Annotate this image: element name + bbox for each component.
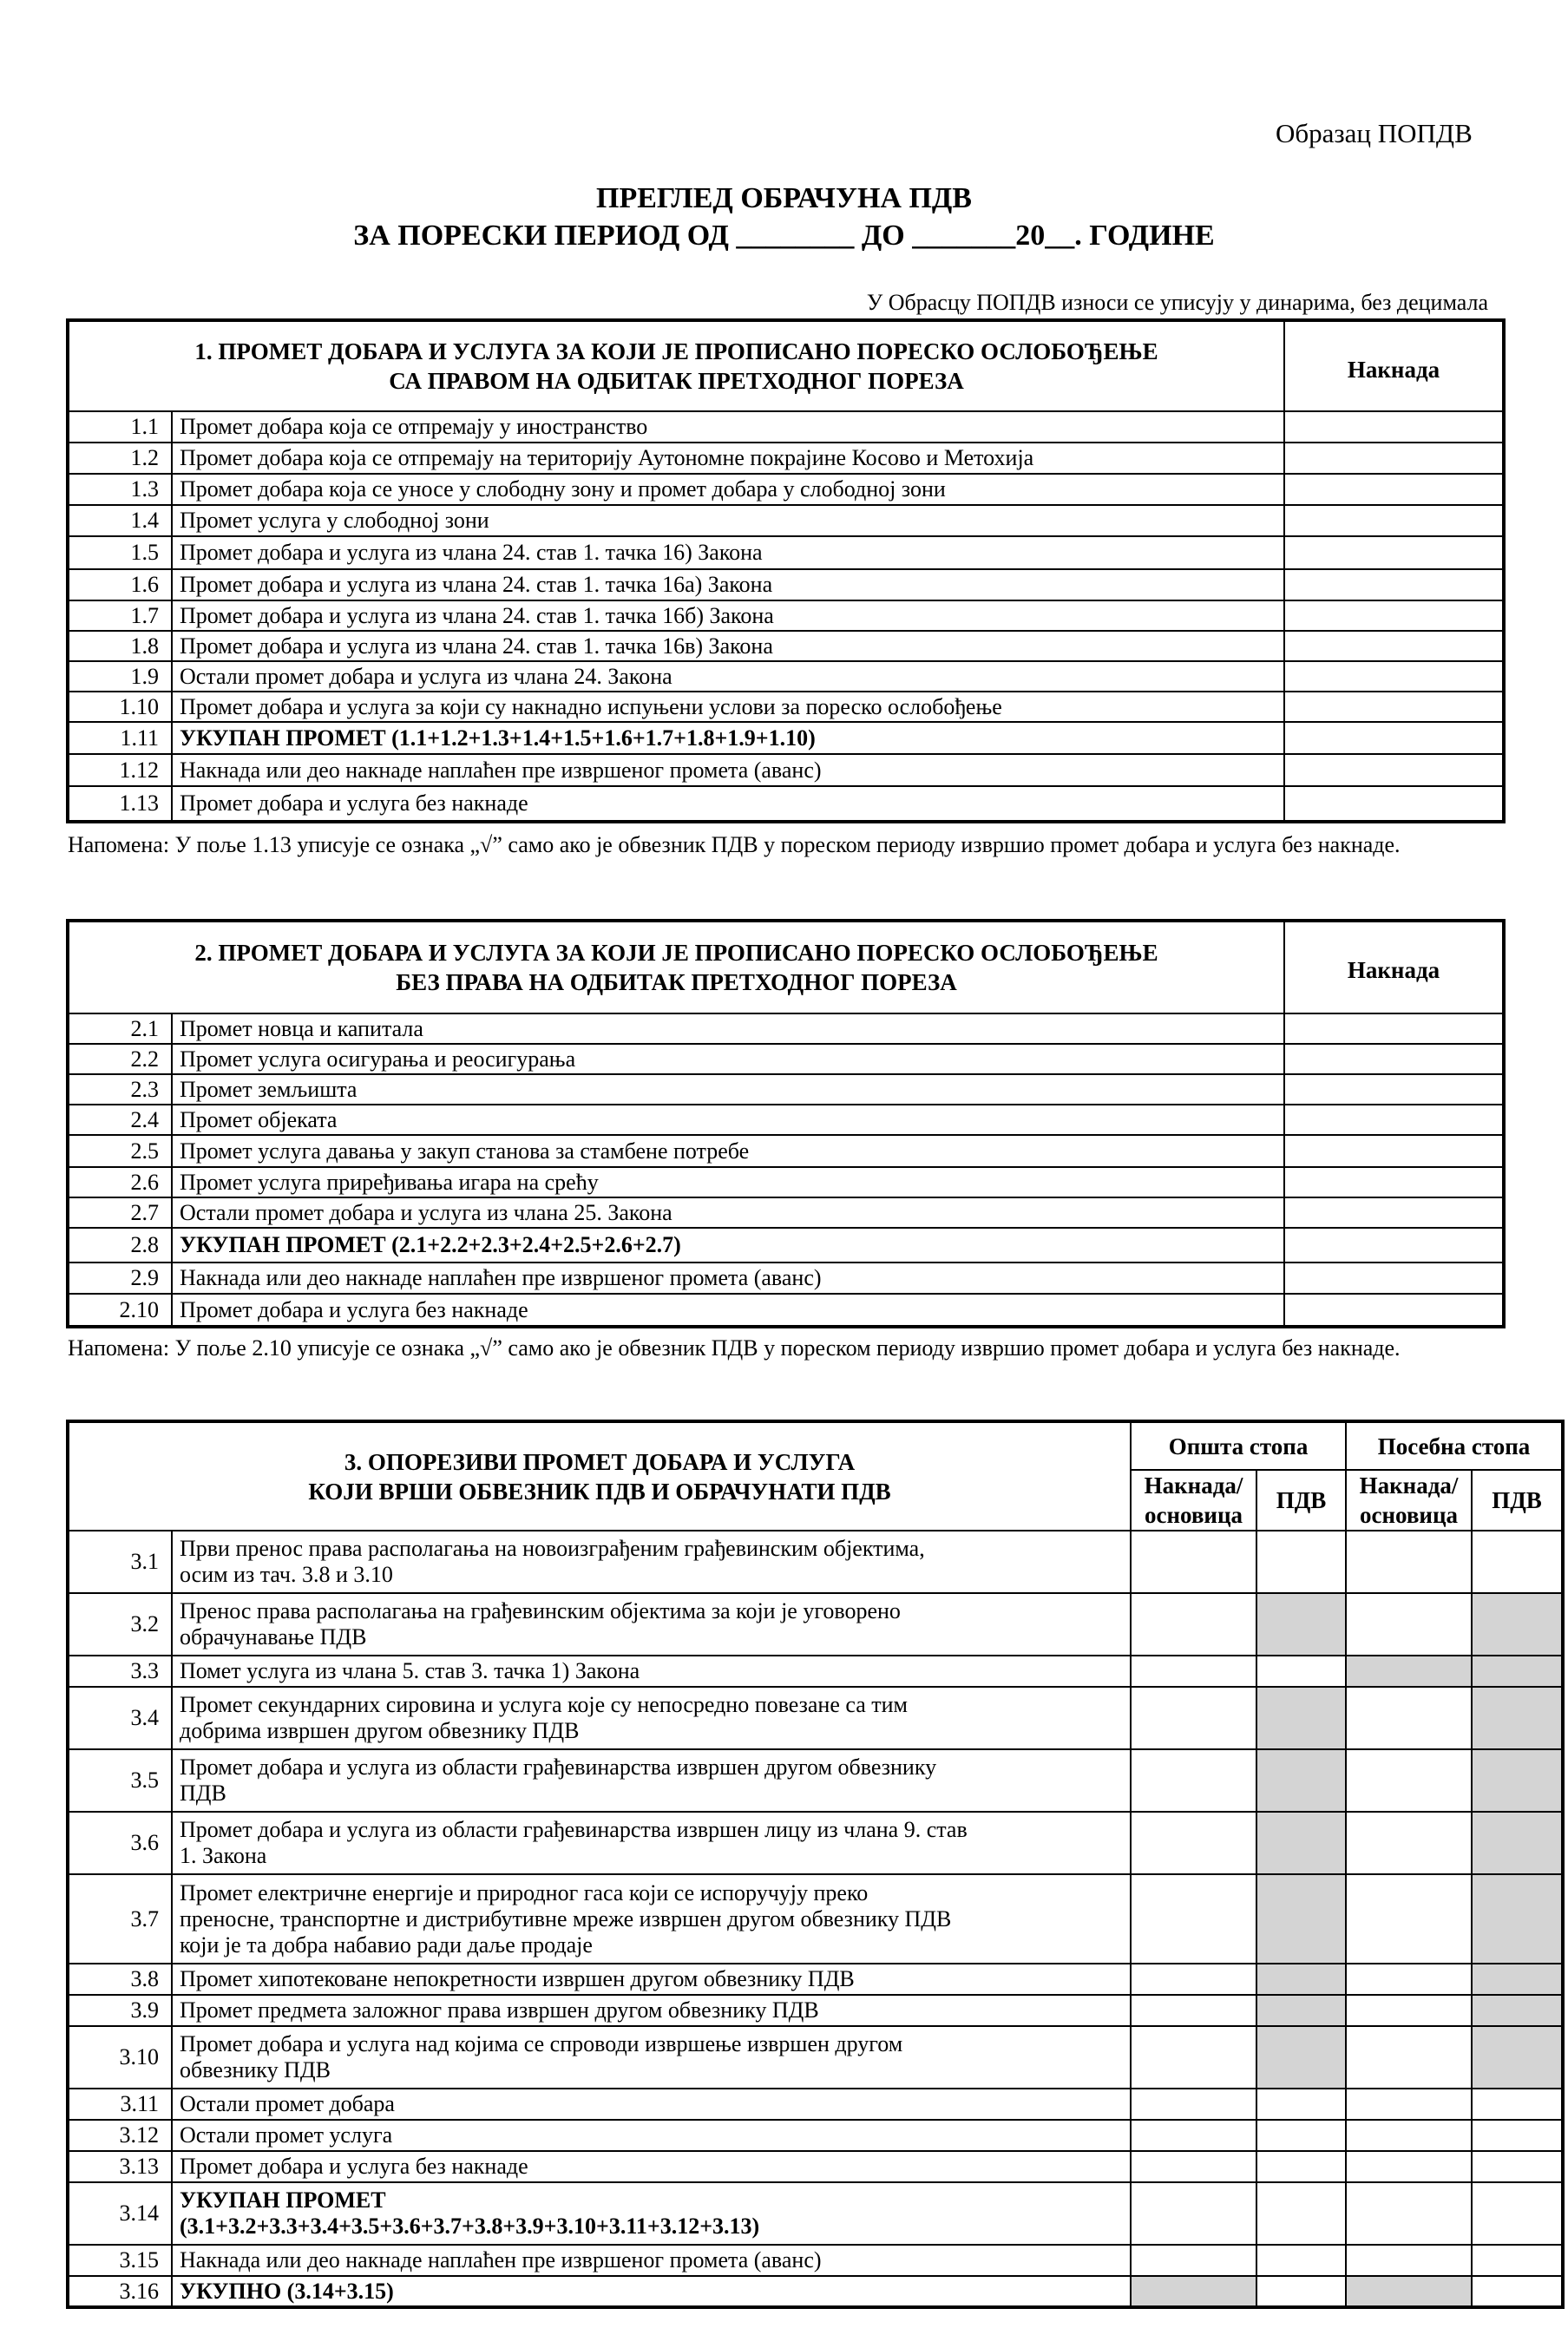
row-description-line2: обрачунавање ПДВ — [180, 1624, 367, 1650]
section-3-table — [66, 1420, 1565, 2309]
row-description-line1: Промет добара и услуга из области грађевинарства извршен другом обвезнику — [180, 1754, 937, 1780]
general-base-cell[interactable] — [1131, 1531, 1256, 1593]
amount-input-cell[interactable] — [1284, 1263, 1504, 1294]
row-description: УКУПАН ПРОМЕТ (1.1+1.2+1.3+1.4+1.5+1.6+1.7+1.8+1.9+1.10) — [172, 722, 1284, 754]
amount-input-cell[interactable] — [1284, 1013, 1504, 1044]
section3-row — [68, 1812, 1563, 1874]
section1-row — [68, 600, 1504, 631]
special-vat-cell[interactable] — [1472, 2276, 1563, 2307]
general-base-cell[interactable] — [1131, 2151, 1256, 2182]
amount-input-cell[interactable] — [1284, 1074, 1504, 1105]
row-number: 3.13 — [68, 2151, 172, 2182]
row-description-line1: Остали промет добара — [180, 2091, 395, 2116]
general-base-cell[interactable] — [1131, 2120, 1256, 2151]
section2-row — [68, 1197, 1504, 1228]
row-description-line1: Промет хипотековане непокретности извршен другом обвезнику ПДВ — [180, 1966, 855, 1991]
row-number: 1.3 — [68, 474, 172, 505]
section-1-heading — [68, 320, 1284, 411]
section2-row — [68, 1263, 1504, 1294]
row-description-line1: Промет добара и услуга из области грађевинарства извршен лицу из члана 9. став — [180, 1817, 968, 1842]
amount-input-cell[interactable] — [1284, 474, 1504, 505]
row-number: 2.6 — [68, 1167, 172, 1197]
row-number: 3.3 — [68, 1656, 172, 1687]
amount-input-cell[interactable] — [1284, 661, 1504, 692]
row-description — [172, 1874, 1131, 1964]
section-2-heading — [68, 921, 1284, 1013]
special-vat-cell — [1472, 1812, 1563, 1874]
general-vat-cell — [1256, 1687, 1346, 1749]
row-number: 2.5 — [68, 1135, 172, 1167]
row-description: Промет добара која се уносе у слободну зону и промет добара у слободној зони — [172, 474, 1284, 505]
section-2-heading-line2: БЕЗ ПРАВА НА ОДБИТАК ПРЕТХОДНОГ ПОРЕЗА — [396, 969, 957, 995]
special-base-cell[interactable] — [1346, 1749, 1472, 1812]
section-2-heading-line1: 2. ПРОМЕТ ДОБАРА И УСЛУГА ЗА КОЈИ ЈЕ ПРОПИСАНО ПОРЕСКО ОСЛОБОЂЕЊЕ — [194, 940, 1158, 966]
row-number: 3.10 — [68, 2026, 172, 2089]
row-number: 3.1 — [68, 1531, 172, 1593]
row-description-line2: (3.1+3.2+3.3+3.4+3.5+3.6+3.7+3.8+3.9+3.10+3.11+3.12+3.13) — [180, 2214, 760, 2239]
row-description: Промет добара која се отпремају на територију Аутономне покрајине Косово и Метохија — [172, 443, 1284, 474]
row-description: Промет новца и капитала — [172, 1013, 1284, 1044]
row-number: 3.11 — [68, 2089, 172, 2120]
section3-row — [68, 2120, 1563, 2151]
special-base-cell[interactable] — [1346, 2182, 1472, 2245]
amount-input-cell[interactable] — [1284, 631, 1504, 661]
section1-row — [68, 536, 1504, 569]
row-number: 3.2 — [68, 1593, 172, 1656]
section-1-heading-line2: СА ПРАВОМ НА ОДБИТАК ПРЕТХОДНОГ ПОРЕЗА — [389, 368, 964, 394]
special-base-cell[interactable] — [1346, 2026, 1472, 2089]
amount-input-cell[interactable] — [1284, 786, 1504, 822]
row-description — [172, 2182, 1131, 2245]
special-vat-cell[interactable] — [1472, 2245, 1563, 2276]
section3-row — [68, 1995, 1563, 2026]
row-number: 2.2 — [68, 1044, 172, 1074]
row-number: 3.6 — [68, 1812, 172, 1874]
section1-row — [68, 692, 1504, 722]
special-base-cell — [1346, 2276, 1472, 2307]
section1-row — [68, 474, 1504, 505]
row-description — [172, 1531, 1131, 1593]
row-description: Промет добара и услуга за који су накнадно испуњени услови за пореско ослобођење — [172, 692, 1284, 722]
row-number: 1.13 — [68, 786, 172, 822]
section3-row — [68, 2276, 1563, 2307]
section-3-heading-line2: КОЈИ ВРШИ ОБВЕЗНИК ПДВ И ОБРАЧУНАТИ ПДВ — [308, 1478, 891, 1505]
row-number: 2.1 — [68, 1013, 172, 1044]
special-base-cell[interactable] — [1346, 1593, 1472, 1656]
section2-row — [68, 1294, 1504, 1327]
row-description-line1: УКУПНО (3.14+3.15) — [180, 2278, 394, 2304]
general-vat-cell — [1256, 1749, 1346, 1812]
row-description-line1: Промет електричне енергије и природног гаса који се испоручују преко — [180, 1879, 869, 1905]
row-number: 3.8 — [68, 1964, 172, 1995]
row-description: Накнада или део накнаде наплаћен пре извршеног промета (аванс) — [172, 1263, 1284, 1294]
general-base-cell[interactable] — [1131, 2182, 1256, 2245]
section-1-rows — [68, 411, 1504, 822]
row-description: Промет добара и услуга без накнаде — [172, 1294, 1284, 1327]
amount-input-cell[interactable] — [1284, 1135, 1504, 1167]
amount-input-cell[interactable] — [1284, 1197, 1504, 1228]
section1-row — [68, 786, 1504, 822]
general-vat-header: ПДВ — [1256, 1470, 1346, 1531]
amount-input-cell[interactable] — [1284, 600, 1504, 631]
general-vat-cell — [1256, 1593, 1346, 1656]
row-description-line1: Промет добара и услуга над којима се спроводи извршење извршен другом — [180, 2031, 903, 2056]
special-base-cell[interactable] — [1346, 1964, 1472, 1995]
special-vat-cell[interactable] — [1472, 2151, 1563, 2182]
special-base-cell[interactable] — [1346, 1812, 1472, 1874]
general-vat-cell[interactable] — [1256, 2151, 1346, 2182]
row-number: 1.11 — [68, 722, 172, 754]
general-base-cell[interactable] — [1131, 1656, 1256, 1687]
row-description: Промет услуга давања у закуп станова за стамбене потребе — [172, 1135, 1284, 1167]
special-base-cell — [1346, 1656, 1472, 1687]
general-base-cell[interactable] — [1131, 1964, 1256, 1995]
row-description — [172, 1593, 1131, 1656]
section3-row — [68, 1964, 1563, 1995]
row-description — [172, 2245, 1131, 2276]
special-vat-cell — [1472, 1687, 1563, 1749]
section3-row — [68, 2182, 1563, 2245]
row-number: 3.14 — [68, 2182, 172, 2245]
special-rate-header: Посебна стопа — [1346, 1421, 1563, 1470]
row-description-line1: Пренос права располагања на грађевинским објектима за који је уговорено — [180, 1598, 901, 1623]
row-number: 3.15 — [68, 2245, 172, 2276]
row-description-line1: Први пренос права располагања на новоизграђеним грађевинским објектима, — [180, 1536, 925, 1561]
row-number: 1.8 — [68, 631, 172, 661]
row-number: 2.9 — [68, 1263, 172, 1294]
section3-row — [68, 1593, 1563, 1656]
amount-input-cell[interactable] — [1284, 754, 1504, 786]
row-description: Промет добара и услуга из члана 24. став 1. тачка 16а) Закона — [172, 569, 1284, 600]
row-description — [172, 2089, 1131, 2120]
row-number: 1.7 — [68, 600, 172, 631]
section3-row — [68, 2245, 1563, 2276]
row-description: Промет објеката — [172, 1105, 1284, 1135]
special-vat-cell — [1472, 1964, 1563, 1995]
section2-row — [68, 1074, 1504, 1105]
row-number: 2.10 — [68, 1294, 172, 1327]
row-number: 3.9 — [68, 1995, 172, 2026]
row-description — [172, 1749, 1131, 1812]
page-subtitle-period: ЗА ПОРЕСКИ ПЕРИОД ОД ________ ДО _______20__. ГОДИНЕ — [353, 220, 1215, 252]
section-3-heading — [68, 1421, 1131, 1531]
row-description — [172, 1964, 1131, 1995]
section3-row — [68, 2026, 1563, 2089]
row-number: 3.5 — [68, 1749, 172, 1812]
row-description — [172, 1812, 1131, 1874]
amount-input-cell[interactable] — [1284, 1228, 1504, 1263]
row-description: Промет добара и услуга из члана 24. став 1. тачка 16б) Закона — [172, 600, 1284, 631]
form-identifier: Образац ПОПДВ — [1276, 118, 1473, 148]
amount-input-cell[interactable] — [1284, 1167, 1504, 1197]
special-vat-cell[interactable] — [1472, 2120, 1563, 2151]
special-base-header: Накнада/ основица — [1346, 1470, 1472, 1531]
section-3-heading-line1: 3. ОПОРЕЗИВИ ПРОМЕТ ДОБАРА И УСЛУГА — [344, 1448, 856, 1475]
special-base-cell[interactable] — [1346, 2120, 1472, 2151]
section-1-table — [66, 318, 1506, 823]
amount-input-cell[interactable] — [1284, 569, 1504, 600]
special-base-cell[interactable] — [1346, 1874, 1472, 1964]
row-number: 1.12 — [68, 754, 172, 786]
section3-row — [68, 1531, 1563, 1593]
row-description: Остали промет добара и услуга из члана 25. Закона — [172, 1197, 1284, 1228]
section3-row — [68, 1749, 1563, 1812]
special-base-cell[interactable] — [1346, 2089, 1472, 2120]
section-2-amount-header: Накнада — [1284, 921, 1504, 1013]
special-base-cell[interactable] — [1346, 2151, 1472, 2182]
section2-row — [68, 1135, 1504, 1167]
row-number: 2.7 — [68, 1197, 172, 1228]
general-vat-cell[interactable] — [1256, 2182, 1346, 2245]
general-vat-cell[interactable] — [1256, 2276, 1346, 2307]
row-description — [172, 1995, 1131, 2026]
row-number: 1.9 — [68, 661, 172, 692]
section-3-rows — [68, 1531, 1563, 2307]
row-number: 3.4 — [68, 1687, 172, 1749]
row-number: 1.6 — [68, 569, 172, 600]
row-description: Промет услуга у слободној зони — [172, 505, 1284, 536]
special-base-cell[interactable] — [1346, 1995, 1472, 2026]
row-description: Остали промет добара и услуга из члана 24. Закона — [172, 661, 1284, 692]
section2-row — [68, 1167, 1504, 1197]
special-vat-cell — [1472, 1874, 1563, 1964]
general-base-cell[interactable] — [1131, 2245, 1256, 2276]
general-vat-cell[interactable] — [1256, 2089, 1346, 2120]
section1-row — [68, 661, 1504, 692]
amount-input-cell[interactable] — [1284, 722, 1504, 754]
general-base-cell — [1131, 2276, 1256, 2307]
general-vat-cell — [1256, 1812, 1346, 1874]
amount-input-cell[interactable] — [1284, 443, 1504, 474]
row-description-line2: обвезнику ПДВ — [180, 2057, 331, 2082]
row-description-line1: Промет предмета заложног права извршен другом обвезнику ПДВ — [180, 1997, 819, 2023]
amount-input-cell[interactable] — [1284, 692, 1504, 722]
special-vat-cell — [1472, 1749, 1563, 1812]
section1-row — [68, 411, 1504, 443]
row-number: 3.16 — [68, 2276, 172, 2307]
amount-input-cell[interactable] — [1284, 505, 1504, 536]
row-number: 1.5 — [68, 536, 172, 569]
section2-row — [68, 1105, 1504, 1135]
section-1-heading-line1: 1. ПРОМЕТ ДОБАРА И УСЛУГА ЗА КОЈИ ЈЕ ПРОПИСАНО ПОРЕСКО ОСЛОБОЂЕЊЕ — [194, 338, 1158, 364]
general-vat-cell[interactable] — [1256, 2120, 1346, 2151]
general-base-cell[interactable] — [1131, 1593, 1256, 1656]
general-base-cell[interactable] — [1131, 2089, 1256, 2120]
section-1-amount-header: Накнада — [1284, 320, 1504, 411]
section1-row — [68, 569, 1504, 600]
amount-input-cell[interactable] — [1284, 411, 1504, 443]
row-description — [172, 1656, 1131, 1687]
special-vat-cell[interactable] — [1472, 1531, 1563, 1593]
row-description — [172, 2276, 1131, 2307]
special-vat-cell[interactable] — [1472, 2089, 1563, 2120]
amount-input-cell[interactable] — [1284, 1105, 1504, 1135]
amount-input-cell[interactable] — [1284, 536, 1504, 569]
section-2-rows — [68, 1013, 1504, 1327]
amount-input-cell[interactable] — [1284, 1294, 1504, 1327]
row-number: 1.1 — [68, 411, 172, 443]
page-title: ПРЕГЛЕД ОБРАЧУНА ПДВ — [596, 182, 972, 214]
general-base-cell[interactable] — [1131, 1749, 1256, 1812]
section1-row — [68, 505, 1504, 536]
special-vat-cell — [1472, 1593, 1563, 1656]
general-base-cell[interactable] — [1131, 1687, 1256, 1749]
section2-row — [68, 1044, 1504, 1074]
special-vat-cell — [1472, 1995, 1563, 2026]
general-vat-cell — [1256, 2026, 1346, 2089]
section2-row — [68, 1013, 1504, 1044]
special-base-cell[interactable] — [1346, 1687, 1472, 1749]
section3-row — [68, 1656, 1563, 1687]
special-base-cell[interactable] — [1346, 2245, 1472, 2276]
row-description: Промет добара која се отпремају у иностранство — [172, 411, 1284, 443]
section-2-note: Напомена: У поље 2.10 уписује се ознака „√” само ако је обвезник ПДВ у пореском периоду извршио промет добара и услуга без накнаде. — [68, 1335, 1401, 1361]
section3-row — [68, 2151, 1563, 2182]
row-description-line2: ПДВ — [180, 1781, 226, 1806]
row-number: 1.10 — [68, 692, 172, 722]
section1-row — [68, 631, 1504, 661]
row-description — [172, 1687, 1131, 1749]
row-description: УКУПАН ПРОМЕТ (2.1+2.2+2.3+2.4+2.5+2.6+2.7) — [172, 1228, 1284, 1263]
section3-row — [68, 1874, 1563, 1964]
special-base-cell[interactable] — [1346, 1531, 1472, 1593]
row-description: Промет добара и услуга из члана 24. став 1. тачка 16в) Закона — [172, 631, 1284, 661]
general-base-header: Накнада/ основица — [1131, 1470, 1256, 1531]
row-number: 3.7 — [68, 1874, 172, 1964]
special-vat-cell — [1472, 1656, 1563, 1687]
row-description — [172, 2120, 1131, 2151]
row-description-line3: који је та добра набавио ради даље продаје — [180, 1932, 593, 1958]
section1-row — [68, 443, 1504, 474]
section3-row — [68, 2089, 1563, 2120]
row-description-line1: УКУПАН ПРОМЕТ — [180, 2187, 386, 2213]
row-number: 1.4 — [68, 505, 172, 536]
general-base-cell[interactable] — [1131, 1874, 1256, 1964]
row-description-line2: 1. Закона — [180, 1843, 267, 1868]
row-description-line1: Промет секундарних сировина и услуга које су непосредно повезане са тим — [180, 1692, 908, 1717]
section1-row — [68, 754, 1504, 786]
special-vat-cell — [1472, 2026, 1563, 2089]
row-number: 2.4 — [68, 1105, 172, 1135]
row-description: Промет добара и услуга из члана 24. став 1. тачка 16) Закона — [172, 536, 1284, 569]
section-2-table — [66, 919, 1506, 1328]
row-description: Промет земљишта — [172, 1074, 1284, 1105]
section-1-note: Напомена: У поље 1.13 уписује се ознака „√” само ако је обвезник ПДВ у пореском периоду извршио промет добара и услуга без накнаде. — [68, 832, 1401, 857]
general-base-cell[interactable] — [1131, 1812, 1256, 1874]
general-vat-cell[interactable] — [1256, 1531, 1346, 1593]
general-base-cell[interactable] — [1131, 1995, 1256, 2026]
section1-row — [68, 722, 1504, 754]
general-vat-cell — [1256, 1874, 1346, 1964]
general-vat-cell — [1256, 1995, 1346, 2026]
row-description-line1: Помет услуга из члана 5. став 3. тачка 1) Закона — [180, 1658, 640, 1683]
section2-row — [68, 1228, 1504, 1263]
row-number: 2.8 — [68, 1228, 172, 1263]
row-description-line2: добрима извршен другом обвезнику ПДВ — [180, 1718, 580, 1743]
row-description: Промет услуга приређивања игара на срећу — [172, 1167, 1284, 1197]
general-vat-cell[interactable] — [1256, 2245, 1346, 2276]
row-description: Промет услуга осигурања и реосигурања — [172, 1044, 1284, 1074]
row-description-line2: преносне, транспортне и дистрибутивне мреже извршен другом обвезнику ПДВ — [180, 1905, 952, 1932]
special-vat-cell[interactable] — [1472, 2182, 1563, 2245]
section3-row — [68, 1687, 1563, 1749]
row-description-line1: Промет добара и услуга без накнаде — [180, 2154, 528, 2179]
units-note: У Обрасцу ПОПДВ износи се уписују у динарима, без децимала — [866, 290, 1488, 315]
row-number: 1.2 — [68, 443, 172, 474]
general-rate-header: Општа стопа — [1131, 1421, 1346, 1470]
row-number: 2.3 — [68, 1074, 172, 1105]
row-description-line2: осим из тач. 3.8 и 3.10 — [180, 1562, 393, 1587]
special-vat-header: ПДВ — [1472, 1470, 1563, 1531]
general-vat-cell[interactable] — [1256, 1656, 1346, 1687]
row-description-line1: Остали промет услуга — [180, 2122, 393, 2148]
row-description — [172, 2151, 1131, 2182]
row-description: Промет добара и услуга без накнаде — [172, 786, 1284, 822]
general-base-cell[interactable] — [1131, 2026, 1256, 2089]
amount-input-cell[interactable] — [1284, 1044, 1504, 1074]
row-description-line1: Накнада или део накнаде наплаћен пре извршеног промета (аванс) — [180, 2247, 822, 2273]
general-vat-cell — [1256, 1964, 1346, 1995]
row-number: 3.12 — [68, 2120, 172, 2151]
row-description: Накнада или део накнаде наплаћен пре извршеног промета (аванс) — [172, 754, 1284, 786]
row-description — [172, 2026, 1131, 2089]
